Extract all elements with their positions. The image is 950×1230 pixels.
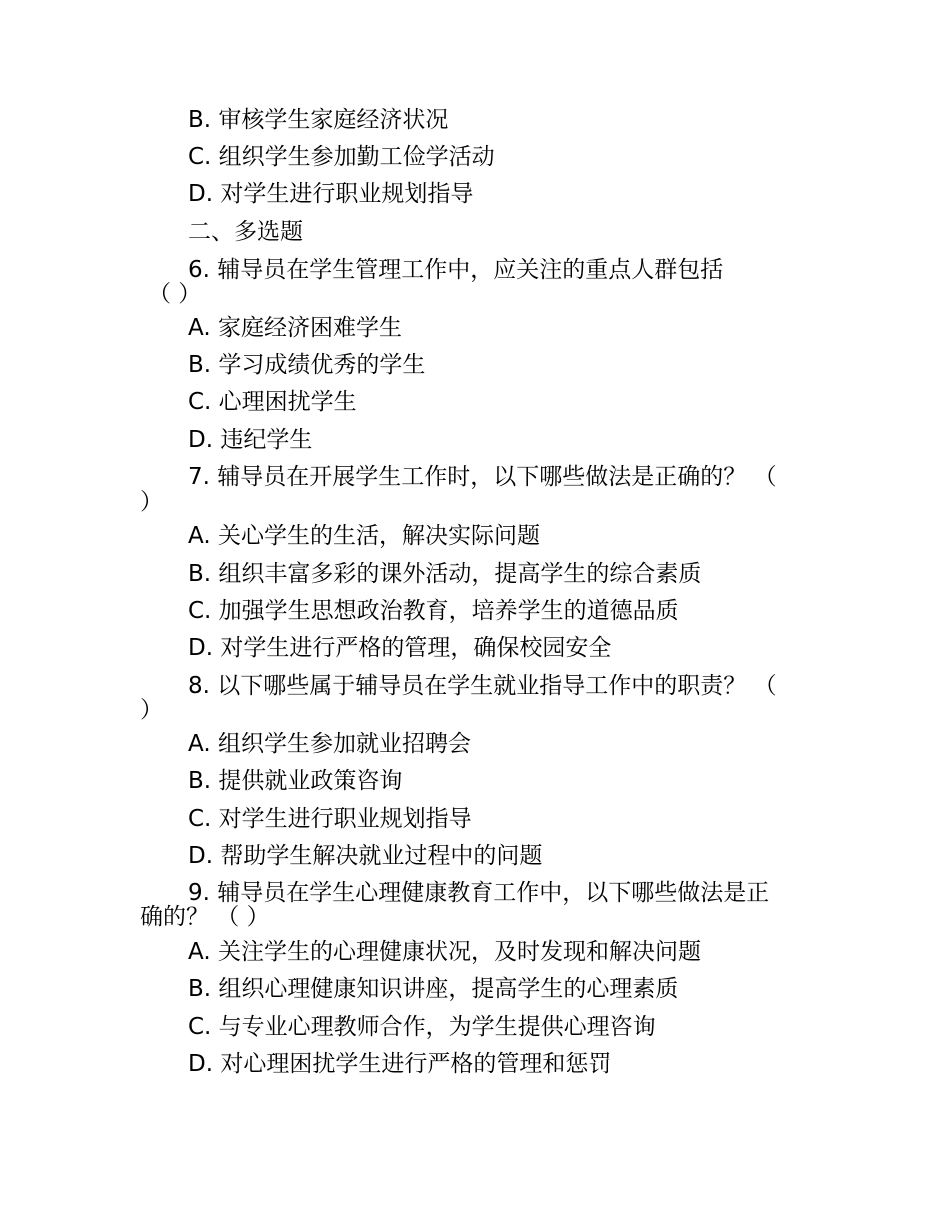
question-9-option-c: C. 与专业心理教师合作，为学生提供心理咨询 — [188, 1014, 656, 1040]
question-6-option-c: C. 心理困扰学生 — [188, 389, 357, 415]
prev-option-d: D. 对学生进行职业规划指导 — [188, 181, 474, 207]
question-9-option-b: B. 组织心理健康知识讲座，提高学生的心理素质 — [188, 976, 679, 1002]
question-9-option-a: A. 关注学生的心理健康状况，及时发现和解决问题 — [188, 939, 701, 965]
question-7-stem: 7. 辅导员在开展学生工作时，以下哪些做法是正确的？ （ — [188, 464, 777, 490]
prev-option-c: C. 组织学生参加勤工俭学活动 — [188, 144, 495, 170]
question-6-stem-cont: （ ） — [148, 281, 202, 307]
prev-option-b: B. 审核学生家庭经济状况 — [188, 107, 449, 133]
question-6-option-a: A. 家庭经济困难学生 — [188, 315, 402, 341]
question-8-option-d: D. 帮助学生解决就业过程中的问题 — [188, 843, 543, 869]
question-8-stem: 8. 以下哪些属于辅导员在学生就业指导工作中的职责？ （ — [188, 673, 777, 699]
question-7-stem-cont: ） — [140, 489, 163, 515]
question-9-option-d: D. 对心理困扰学生进行严格的管理和惩罚 — [188, 1051, 612, 1077]
question-9-stem: 9. 辅导员在学生心理健康教育工作中，以下哪些做法是正 — [188, 880, 770, 906]
question-6-stem: 6. 辅导员在学生管理工作中，应关注的重点人群包括 — [188, 257, 724, 283]
question-7-option-a: A. 关心学生的生活，解决实际问题 — [188, 523, 540, 549]
question-6-option-b: B. 学习成绩优秀的学生 — [188, 352, 426, 378]
question-6-option-d: D. 违纪学生 — [188, 427, 313, 453]
question-8-option-c: C. 对学生进行职业规划指导 — [188, 806, 472, 832]
question-7-option-b: B. 组织丰富多彩的课外活动，提高学生的综合素质 — [188, 561, 702, 587]
question-8-option-a: A. 组织学生参加就业招聘会 — [188, 731, 471, 757]
question-7-option-d: D. 对学生进行严格的管理，确保校园安全 — [188, 635, 612, 661]
section-heading: 二、多选题 — [188, 219, 303, 245]
question-8-stem-cont: ） — [140, 697, 163, 723]
question-8-option-b: B. 提供就业政策咨询 — [188, 768, 403, 794]
question-9-stem-cont: 确的？ （ ） — [140, 904, 270, 930]
question-7-option-c: C. 加强学生思想政治教育，培养学生的道德品质 — [188, 598, 679, 624]
